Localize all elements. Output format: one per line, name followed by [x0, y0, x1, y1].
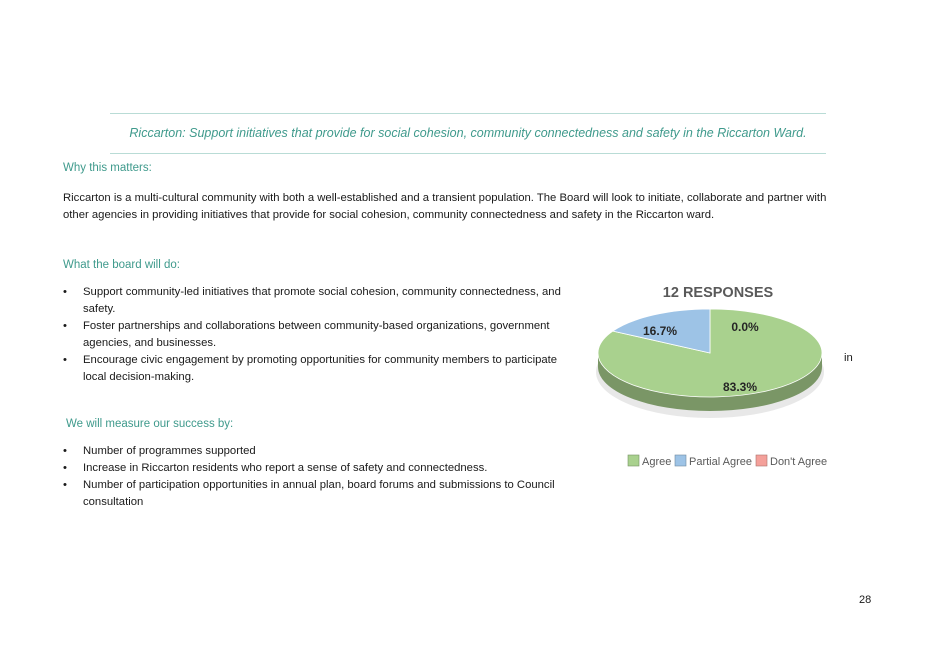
measure-list — [63, 443, 603, 511]
list-item-line: • Number of participation opportunities in annual plan, board forums and submissions to Council — [83, 479, 555, 491]
why-label: Why this matters: — [63, 162, 152, 174]
chart-title: 12 RESPONSES — [662, 285, 774, 301]
responses-pie-chart — [588, 278, 848, 478]
list-item-line: local decision-making. — [83, 371, 195, 383]
list-item — [63, 284, 603, 318]
list-item-line: • Support community-led initiatives that promote social cohesion, community connectedness, and — [83, 286, 561, 298]
list-item — [63, 318, 603, 352]
legend-label: Agree — [642, 456, 672, 468]
list-item-line: • Encourage civic engagement by promoting opportunities for community members to participate — [83, 354, 558, 366]
list-item-line: • Foster partnerships and collaborations between community-based organizations, government — [83, 320, 550, 332]
page-number: 28 — [859, 594, 872, 606]
section-heading: Riccarton: Support initiatives that provide for social cohesion, community connectedness and safety in the Riccarton Ward. — [129, 126, 807, 140]
why-text — [63, 190, 863, 224]
list-item — [63, 352, 603, 386]
list-item-line: safety. — [83, 303, 116, 315]
list-item-line: • Number of programmes supported — [83, 445, 256, 457]
legend-swatch — [756, 455, 767, 466]
pie-data-label: 83.3% — [722, 380, 758, 394]
legend-label: Partial Agree — [689, 456, 752, 468]
list-item-line: • Increase in Riccarton residents who report a sense of safety and connectedness. — [83, 462, 488, 474]
pie-data-label: 0.0% — [731, 320, 759, 334]
pie-data-label: 16.7% — [642, 324, 678, 338]
heading-top-rule — [110, 113, 826, 114]
do-label: What the board will do: — [63, 259, 180, 271]
wrapped-word: in — [844, 352, 853, 364]
measure-label: We will measure our success by: — [66, 418, 234, 430]
list-item — [63, 477, 603, 511]
legend-swatch — [628, 455, 639, 466]
why-text-line: other agencies in providing initiatives that provide for social cohesion, community connectedness and safety in the Riccarton ward. — [63, 209, 715, 221]
list-item-line: consultation — [83, 496, 144, 508]
do-list — [63, 284, 603, 386]
list-item — [63, 460, 603, 477]
legend-swatch — [675, 455, 686, 466]
list-item — [63, 443, 603, 460]
legend-label: Don't Agree — [770, 456, 828, 468]
heading-bottom-rule — [110, 153, 826, 154]
why-text-line: Riccarton is a multi-cultural community with both a well-established and a transient population. The Board will look to initiate, collaborate and partner with — [63, 192, 827, 204]
list-item-line: agencies, and businesses. — [83, 337, 217, 349]
